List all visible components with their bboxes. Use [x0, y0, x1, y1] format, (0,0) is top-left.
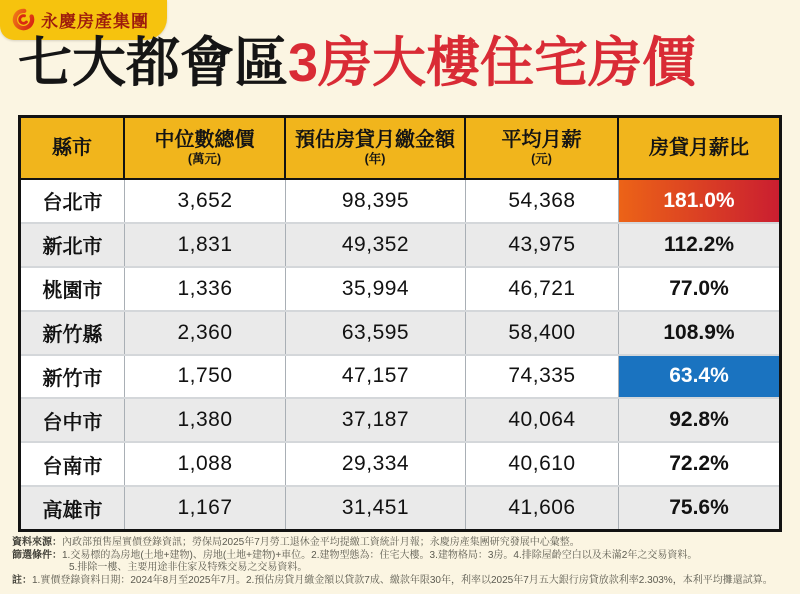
footnote-filter-continued: 5.排除一樓、主要用途非住家及特殊交易之交易資料。: [69, 562, 308, 573]
cell-monthly-payment: 49,352: [286, 224, 466, 266]
cell-city: 桃園市: [21, 268, 125, 310]
cell-monthly-payment: 47,157: [286, 356, 466, 398]
cell-city: 台南市: [21, 443, 125, 485]
company-logo-icon: [12, 8, 35, 31]
table-row-taipei: [21, 180, 779, 222]
cell-median-price: 1,088: [125, 443, 286, 485]
header-avg-salary: 平均月薪 (元): [466, 118, 619, 178]
cell-monthly-payment: 35,994: [286, 268, 466, 310]
table-row-hsinchu-county: [21, 310, 779, 354]
table-header-row: [21, 118, 779, 180]
table-row-kaohsiung: [21, 485, 779, 529]
table-row-hsinchu-city: [21, 354, 779, 398]
cell-city: 新竹市: [21, 356, 125, 398]
table-row-taoyuan: [21, 266, 779, 310]
cell-ratio: 92.8%: [669, 408, 729, 432]
header-median-price: 中位數總價 (萬元): [125, 118, 286, 178]
cell-avg-salary: 41,606: [466, 487, 619, 529]
table-body: [21, 180, 779, 529]
cell-median-price: 1,167: [125, 487, 286, 529]
cell-avg-salary: 54,368: [466, 180, 619, 222]
cell-median-price: 3,652: [125, 180, 286, 222]
cell-avg-salary: 40,610: [466, 443, 619, 485]
cell-ratio: 75.6%: [669, 496, 729, 520]
cell-city: 新竹縣: [21, 312, 125, 354]
cell-monthly-payment: 29,334: [286, 443, 466, 485]
cell-city: 台北市: [21, 180, 125, 222]
cell-ratio-highlight-red: 181.0%: [619, 180, 779, 222]
cell-city: 高雄市: [21, 487, 125, 529]
page-title: [18, 32, 788, 94]
table-row-tainan: [21, 441, 779, 485]
cell-ratio: 72.2%: [669, 452, 729, 476]
header-monthly-payment: 預估房貸月繳金額 (年): [286, 118, 466, 178]
cell-monthly-payment: 31,451: [286, 487, 466, 529]
cell-ratio: 77.0%: [669, 276, 729, 300]
header-median-price-unit: (萬元): [187, 152, 222, 167]
cell-avg-salary: 40,064: [466, 399, 619, 441]
cell-avg-salary: 43,975: [466, 224, 619, 266]
cell-monthly-payment: 37,187: [286, 399, 466, 441]
header-avg-salary-unit: (元): [531, 152, 552, 167]
cell-ratio: 108.9%: [663, 320, 735, 344]
cell-median-price: 1,750: [125, 356, 286, 398]
cell-median-price: 1,336: [125, 268, 286, 310]
cell-median-price: 1,831: [125, 224, 286, 266]
footnote-note-label: 註：: [12, 574, 32, 586]
cell-median-price: 2,360: [125, 312, 286, 354]
page-title-black: 七大都會區: [18, 33, 288, 93]
cell-city: 新北市: [21, 224, 125, 266]
footnote-filter: 篩選條件：1.交易標的為房地(土地+建物)、房地(土地+建物)+車位。2.建物型態為：住宅大樓。3.建物格局：3房。4.排除屋齡空白以及未滿2年之交易資料。: [12, 549, 698, 561]
footnote-source-label: 資料來源：: [12, 537, 62, 548]
cell-city: 台中市: [21, 399, 125, 441]
footnote-note: 註：1.實價登錄資料日期：2024年8月至2025年7月。2.預估房貸月繳金額以貸款7成、繳款年限30年，利率以2025年7月五大銀行房貸放款利率2.303%，本利平均攤還試算。: [12, 574, 773, 586]
cell-avg-salary: 74,335: [466, 356, 619, 398]
cell-monthly-payment: 98,395: [286, 180, 466, 222]
page-title-red: 3房大樓住宅房價: [288, 33, 697, 93]
table-row-taichung: [21, 397, 779, 441]
housing-price-table: [18, 115, 782, 532]
footnote-filter-label: 篩選條件：: [12, 549, 62, 561]
table-row-newtaipei: [21, 222, 779, 266]
cell-avg-salary: 46,721: [466, 268, 619, 310]
footnote-source: 資料來源：內政部預售屋實價登錄資訊；勞保局2025年7月勞工退休金平均提繳工資統計月報；永慶房產集團研究發展中心彙整。: [12, 537, 580, 548]
cell-monthly-payment: 63,595: [286, 312, 466, 354]
footnotes: [12, 537, 792, 587]
company-logo-text: 永慶房產集團: [41, 11, 149, 31]
header-city: 縣市: [21, 118, 125, 178]
cell-median-price: 1,380: [125, 399, 286, 441]
cell-ratio: 112.2%: [663, 232, 735, 256]
header-monthly-payment-unit: (年): [364, 152, 386, 167]
cell-ratio-highlight-blue: 63.4%: [619, 356, 779, 398]
header-ratio: 房貸月薪比: [649, 137, 749, 159]
cell-avg-salary: 58,400: [466, 312, 619, 354]
